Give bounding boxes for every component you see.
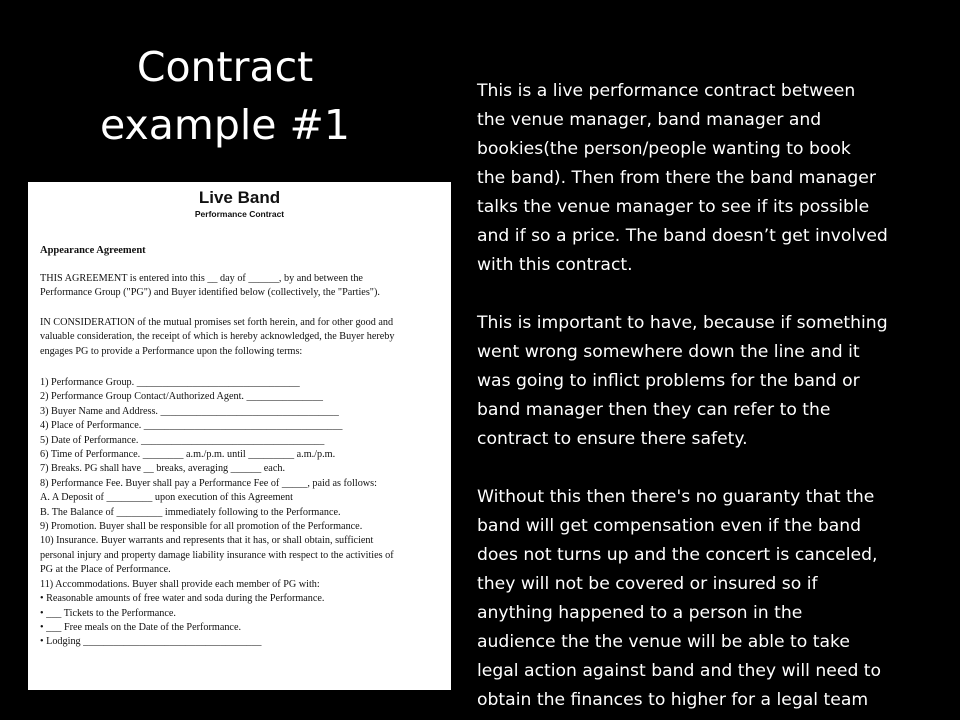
paragraph-line: was going to inflict problems for the band or xyxy=(477,371,860,391)
document-title: Live Band xyxy=(198,188,281,207)
body-text xyxy=(477,77,947,715)
paragraph-line: the venue manager, band manager and xyxy=(477,110,822,130)
paragraph-line: contract to ensure there safety. xyxy=(477,429,748,449)
paragraph-line: Without this then there's no guaranty that the xyxy=(477,487,875,507)
term-line: 10) Insurance. Buyer warrants and represents that it has, or shall obtain, sufficient xyxy=(40,535,374,547)
consideration-line: IN CONSIDERATION of the mutual promises set forth herein, and for other good and xyxy=(40,317,394,328)
paragraph-line: band manager then they can refer to the xyxy=(477,400,831,420)
consideration-paragraph xyxy=(40,316,440,359)
paragraph-3 xyxy=(477,483,947,715)
paragraph-line: audience the the venue will be able to take xyxy=(477,632,850,652)
paragraph-line: they will not be covered or insured so if xyxy=(477,574,818,594)
paragraph-line: anything happened to a person in the xyxy=(477,603,803,623)
contract-document-image xyxy=(28,182,451,690)
terms-list xyxy=(40,376,445,650)
paragraph-line: This is important to have, because if something xyxy=(477,313,888,333)
consideration-line: engages PG to provide a Performance upon the following terms: xyxy=(40,345,303,357)
term-line: 6) Time of Performance. ________ a.m./p.m. until _________ a.m./p.m. xyxy=(40,449,336,461)
term-line: • ___ Tickets to the Performance. xyxy=(40,607,176,619)
term-line: 9) Promotion. Buyer shall be responsible for all promotion of the Performance. xyxy=(40,521,363,533)
paragraph-line: band will get compensation even if the band xyxy=(477,516,862,536)
paragraph-line: does not turns up and the concert is canceled, xyxy=(477,545,878,565)
slide-title-line-1: Contract xyxy=(136,43,314,91)
consideration-line: valuable consideration, the receipt of which is hereby acknowledged, the Buyer hereby xyxy=(40,331,395,343)
term-line: 5) Date of Performance. ____________________________________ xyxy=(40,434,325,446)
paragraph-1 xyxy=(477,77,947,280)
term-line: 7) Breaks. PG shall have __ breaks, averaging ______ each. xyxy=(40,463,285,475)
paragraph-line: and if so a price. The band doesn’t get involved xyxy=(477,226,888,246)
term-line: A. A Deposit of _________ upon execution of this Agreement xyxy=(40,492,293,504)
term-line: 1) Performance Group. ________________________________ xyxy=(40,377,300,388)
paragraph-line: the band). Then from there the band manager xyxy=(477,168,876,188)
term-line: • Lodging ___________________________________ xyxy=(40,636,262,648)
term-line: 2) Performance Group Contact/Authorized Agent. _______________ xyxy=(40,391,323,403)
paragraph-spacer xyxy=(477,454,947,483)
paragraph-line: bookies(the person/people wanting to book xyxy=(477,139,851,159)
term-line: personal injury and property damage liability insurance with respect to the activities of xyxy=(40,549,394,561)
paragraph-line: talks the venue manager to see if its possible xyxy=(477,197,870,217)
term-line: 4) Place of Performance. _______________________________________ xyxy=(40,420,343,432)
term-line: 8) Performance Fee. Buyer shall pay a Performance Fee of _____, paid as follows: xyxy=(40,477,377,489)
paragraph-line: with this contract. xyxy=(477,255,633,275)
paragraph-line: legal action against band and they will need to xyxy=(477,661,882,681)
term-line: B. The Balance of _________ immediately following to the Performance. xyxy=(40,506,341,518)
term-line: 11) Accommodations. Buyer shall provide each member of PG with: xyxy=(40,578,320,590)
slide-title xyxy=(70,38,380,154)
agreement-paragraph xyxy=(40,272,440,301)
document-heading: Appearance Agreement xyxy=(40,245,146,256)
document-subtitle: Performance Contract xyxy=(194,209,285,219)
term-line: PG at the Place of Performance. xyxy=(40,564,171,576)
paragraph-line: went wrong somewhere down the line and it xyxy=(477,342,860,362)
term-line: • Reasonable amounts of free water and soda during the Performance. xyxy=(40,593,325,605)
paragraph-2 xyxy=(477,309,947,454)
paragraph-line: obtain the finances to higher for a legal team xyxy=(477,690,869,710)
term-line: • ___ Free meals on the Date of the Performance. xyxy=(40,621,242,633)
agreement-line: Performance Group ("PG") and Buyer identified below (collectively, the "Parties"). xyxy=(40,287,380,299)
slide-title-line-2: example #1 xyxy=(100,101,350,149)
paragraph-spacer xyxy=(477,280,947,309)
agreement-line: THIS AGREEMENT is entered into this __ day of ______, by and between the xyxy=(40,273,363,284)
paragraph-line: This is a live performance contract between xyxy=(477,81,856,101)
term-line: 3) Buyer Name and Address. ___________________________________ xyxy=(40,405,339,417)
